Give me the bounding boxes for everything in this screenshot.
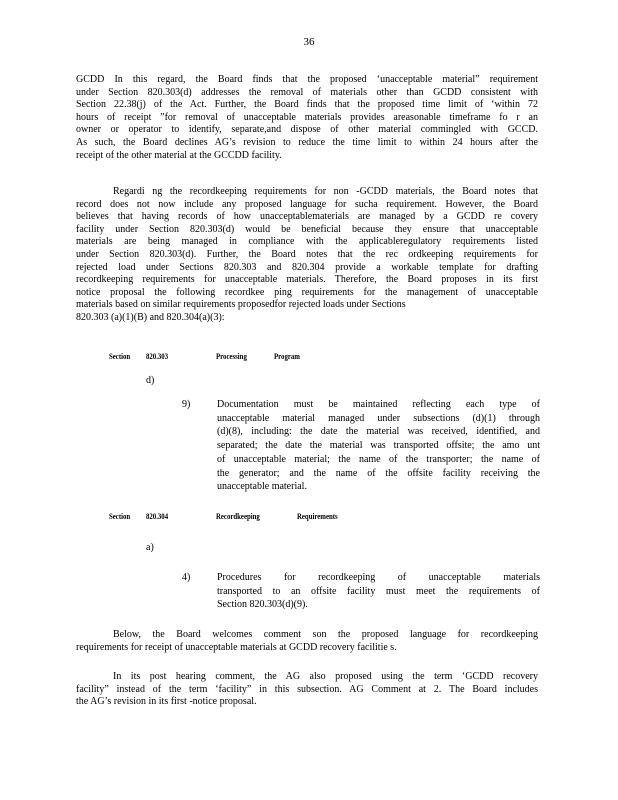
text-line: hours of receipt ”for removal of unacceptable materials provides areasonable timeframe fo r an: [76, 111, 538, 123]
item-text: [217, 571, 540, 612]
section-label: Section: [109, 352, 131, 361]
text-line: owner or operator to identify, separate,and dispose of other material commingled with GCCD.: [76, 124, 538, 136]
text-line: Procedures for recordkeeping of unacceptable materials: [217, 572, 540, 583]
text-line: separated; the date the material was transported offsite; the amo unt: [217, 440, 540, 452]
paragraph-3: [76, 629, 538, 654]
text-line: Regardi ng the recordkeeping requirements for non -GCDD materials, the Board notes that: [113, 186, 538, 197]
text-line: under Section 820.303(d). Further, the Board notes that the rec ordkeeping requirements for: [76, 248, 538, 260]
subsection-label: d): [146, 375, 155, 386]
text-line: (d)(8), including: the date the material was received, identified, and: [217, 426, 540, 438]
text-line: notice proposal the following recordkee ping requirements for the management of unacceptable: [76, 286, 538, 298]
text-line: receipt of the other material at the GCCDD facility.: [76, 149, 282, 161]
text-line: requirements for receipt of unacceptable materials at GCDD recovery facilitie s.: [76, 641, 397, 653]
section-label: Section: [109, 512, 131, 521]
item-number: 9): [182, 399, 191, 410]
item-text: [217, 398, 540, 494]
text-line: facility” instead of the term ‘facility” in this subsection. AG Comment at 2. The Board includes: [76, 683, 538, 695]
page-number: 36: [303, 36, 315, 48]
section-title-word: Program: [274, 352, 300, 361]
text-line: materials based on similar requirements proposedfor rejected loads under Sections: [76, 299, 406, 311]
text-line: rejected load under Sections 820.303 and 820.304 provide a workable template for drafting: [76, 261, 538, 273]
text-line: materials are being managed in compliance with the applicableregulatory requirements listed: [76, 236, 538, 248]
text-line: recordkeeping requirements for unacceptable materials. Therefore, the Board proposes in its first: [76, 274, 538, 286]
text-line: 820.303 (a)(1)(B) and 820.304(a)(3):: [76, 311, 225, 323]
text-line: unacceptable material managed under subsections (d)(1) through: [217, 412, 540, 424]
section-title-word: Recordkeeping: [216, 512, 260, 521]
paragraph-2: [76, 186, 538, 325]
text-line: the AG’s revision in its first -notice proposal.: [76, 696, 257, 708]
text-line: under Section 820.303(d) addresses the removal of materials other than GCDD consistent with: [76, 86, 538, 98]
text-line: Documentation must be maintained reflecting each type of: [217, 399, 540, 410]
subsection-label: a): [146, 542, 154, 553]
text-line: transported to an offsite facility must meet the requirements of: [217, 585, 540, 597]
text-line: believes that having records of how unacceptablematerials are managed by a GCDD re covery: [76, 211, 538, 223]
text-line: of unacceptable material; the name of the transporter; the name of: [217, 453, 540, 465]
text-line: Section 22.38(j) of the Act. Further, the Board finds that the proposed time limit of ‘within 72: [76, 99, 538, 111]
paragraph-4: [76, 671, 538, 709]
text-line: Below, the Board welcomes comment son the proposed language for recordkeeping: [113, 629, 538, 640]
text-line: In its post hearing comment, the AG also proposed using the term ‘GCDD recovery: [113, 671, 538, 682]
section-title-word: Requirements: [297, 512, 338, 521]
text-line: facility under Section 820.303(d) would be beneficial because they ensure that unacceptable: [76, 223, 538, 235]
text-line: unacceptable material.: [217, 481, 307, 493]
section-number: 820.304: [146, 512, 169, 521]
text-line: the generator; and the name of the offsite facility receiving the: [217, 467, 540, 479]
text-line: GCDD In this regard, the Board finds that the proposed ‘unacceptable material” requirement: [76, 74, 538, 85]
section-title-word: Processing: [216, 352, 247, 361]
text-line: As such, the Board declines AG’s revision to reduce the time limit to within 24 hours after the: [76, 136, 538, 148]
item-number: 4): [182, 572, 191, 583]
section-number: 820.303: [146, 352, 169, 361]
paragraph-1: [76, 74, 538, 162]
text-line: record does not now include any proposed language for sucha requirement. However, the Board: [76, 198, 538, 210]
text-line: Section 820.303(d)(9).: [217, 599, 308, 611]
